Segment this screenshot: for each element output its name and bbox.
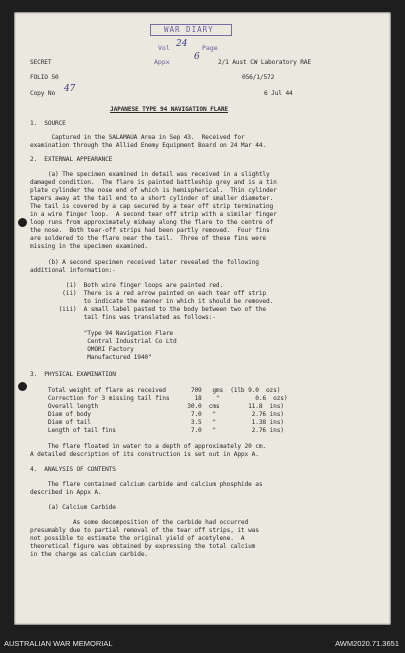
body-line: examination through the Allied Enemy Equipment Board on 24 Mar 44. [30, 142, 266, 149]
body-line: presumably due to partial removal of the tear off strips, it was [30, 527, 259, 534]
measurement-row: Diam of tail 3.5 " 1.38 ins) [30, 419, 284, 426]
heading-analysis: 4. ANALYSIS OF CONTENTS [30, 466, 116, 473]
archive-name: AUSTRALIAN WAR MEMORIAL [4, 639, 113, 648]
document-page [14, 12, 391, 625]
punch-hole-top [18, 218, 27, 227]
measurement-row: Overall length 30.0 cms 11.8 ins) [30, 403, 284, 410]
body-line: The flare floated in water to a depth of approximately 20 cm. [30, 443, 266, 450]
body-line: the nose. Both tear-off strips had been partly removed. Four fins [30, 227, 270, 234]
list-item: tail fins was translated as follows:- [30, 314, 216, 321]
measurement-row: Length of tail fins 7.0 " 2.76 ins) [30, 427, 284, 434]
body-line: are soldered to the flare near the tail. Three of these fins were [30, 235, 266, 242]
copy-number: 47 [64, 84, 76, 94]
document-title: JAPANESE TYPE 94 NAVIGATION FLARE [110, 106, 228, 113]
measurement-row: Correction for 3 missing tail fins 18 " 0.6 ozs) [30, 395, 288, 402]
body-line: theoretical figure was obtained by expressing the total calcium [30, 543, 256, 550]
label-quote: OMORI Factory [30, 346, 134, 353]
list-item: (ii) There is a red arrow painted on each tear off strip [30, 290, 266, 297]
body-line: A detailed description of its construction is set out in Appx A. [30, 451, 259, 458]
label-quote: Manufactured 1940" [30, 354, 152, 361]
archive-id: AWM2020.71.3651 [335, 639, 399, 648]
body-line: tapers away at the tail end to a short cylinder of smaller diameter. [30, 195, 274, 202]
stamp-title: WAR DIARY [164, 25, 214, 34]
body-line: described in Appx A. [30, 489, 102, 496]
body-line: (a) The specimen examined in detail was received in a slightly [30, 171, 270, 178]
stamp-appx-value: 6 [194, 52, 200, 62]
measurement-row: Diam of body 7.0 " 2.76 ins) [30, 411, 284, 418]
stamp-vol-label: Vol [158, 44, 170, 52]
label-quote: "Type 94 Navigation Flare [30, 330, 174, 337]
document-date: 6 Jul 44 [264, 90, 293, 97]
folio-number: FOLIO 50 [30, 74, 59, 81]
body-line: in a wire finger loop. A second tear off strip with a similar finger [30, 211, 277, 218]
body-line: As some decomposition of the carbide had occurred [30, 519, 249, 526]
stamp-appx-label: Appx [154, 58, 170, 66]
stamp-vol-value: 24 [176, 39, 188, 49]
body-line: in the charge as calcium carbide. [30, 551, 148, 558]
body-line: plate cylinder the nose end of which is hemispherical. Thin cylinder [30, 187, 277, 194]
punch-hole-bottom [18, 382, 27, 391]
label-quote: Central Industrial Co Ltd [30, 338, 177, 345]
body-line: missing in the specimen examined. [30, 243, 148, 250]
archive-footer [0, 636, 405, 653]
body-line: additional information:- [30, 267, 116, 274]
body-line: damaged condition. The flare is painted battleship grey and is a tin [30, 179, 277, 186]
reference-number: 056/1/572 [242, 74, 275, 81]
list-item: (i) Both wire finger loops are painted red. [30, 282, 224, 289]
heading-physical-examination: 3. PHYSICAL EXAMINATION [30, 371, 116, 378]
body-line: Captured in the SALAMAUA Area in Sep 43. Received for [30, 134, 245, 141]
body-line: (b) A second specimen received later revealed the following [30, 259, 259, 266]
body-line: loop runs from approximately midway along the flare to the centre of [30, 219, 274, 226]
stamp-page-label: Page [202, 44, 218, 52]
secret-marking: SECRET [30, 59, 52, 66]
heading-source: 1. SOURCE [30, 120, 66, 127]
body-line: The tail is covered by a cap secured by a tear off strip terminating [30, 203, 274, 210]
copy-label: Copy No [30, 90, 56, 97]
subheading-calcium-carbide: (a) Calcium Carbide [30, 504, 116, 511]
heading-external-appearance: 2. EXTERNAL APPEARANCE [30, 156, 113, 163]
list-item: to indicate the manner in which it should be removed. [30, 298, 274, 305]
unit-name: 2/1 Aust CW Laboratory RAE [218, 59, 311, 66]
body-line: not possible to estimate the original yield of acetylene. A [30, 535, 245, 542]
body-line: The flare contained calcium carbide and calcium phosphide as [30, 481, 263, 488]
measurement-row: Total weight of flare as received 709 gms (1lb 9.0 ozs) [30, 387, 281, 394]
list-item: (iii) A small label pasted to the body between two of the [30, 306, 266, 313]
